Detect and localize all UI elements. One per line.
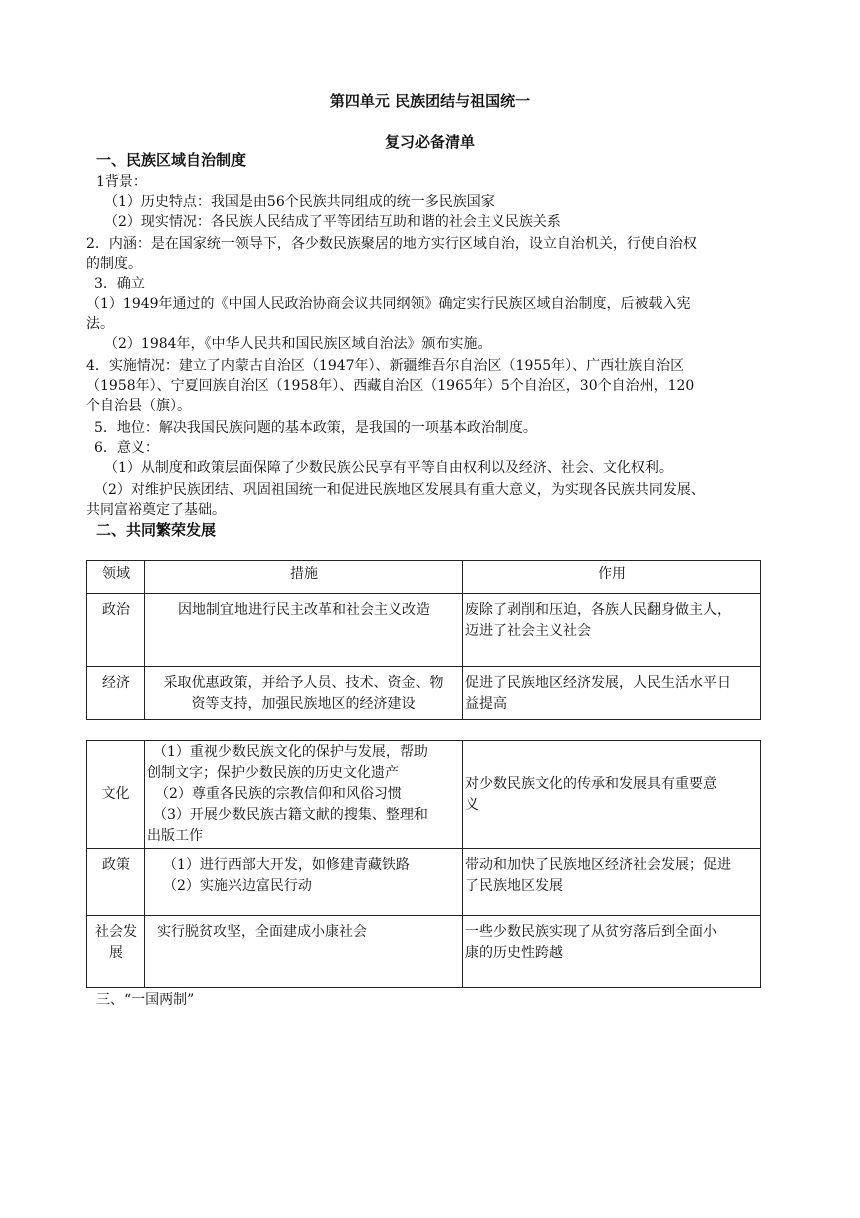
text-line: （2）1984年，《中华人民共和国民族区域自治法》颁布实施。: [104, 336, 492, 352]
text-line: （1）1949年通过的《中国人民政治协商会议共同纲领》确定实行民族区域自治制度，后被载入宪: [86, 296, 691, 312]
section-heading-3: 三、“一国两制”: [96, 992, 195, 1008]
effect-cell: 促进了民族地区经济发展，人民生活水平日 益提高: [463, 667, 761, 720]
measure-cell: 因地制宜地进行民主改革和社会主义改造: [145, 594, 463, 667]
text-line: 法。: [86, 316, 114, 332]
effect-cell: 废除了剥削和压迫，各族人民翻身做主人， 迈进了社会主义社会: [463, 594, 761, 667]
text-line: （1958年）、宁夏回族自治区（1958年）、西藏自治区（1965年）5个自治区，30个自治州，120: [86, 378, 695, 394]
unit-title: 第四单元 民族团结与祖国统一: [329, 92, 531, 110]
header-cell: 作用: [463, 561, 761, 594]
table-row: [87, 916, 761, 988]
table-header-row: [87, 561, 761, 594]
effect-cell: 一些少数民族实现了从贫穷落后到全面小 康的历史性跨越: [463, 916, 761, 988]
field-cell: 政治: [87, 594, 145, 667]
measure-cell: 实行脱贫攻坚，全面建成小康社会: [145, 916, 463, 988]
table-row: [87, 594, 761, 667]
field-cell: 政策: [87, 849, 145, 916]
text-line: 共同富裕奠定了基础。: [86, 502, 226, 518]
text-line: 5．地位：解决我国民族问题的基本政策，是我国的一项基本政治制度。: [94, 420, 537, 436]
table-row: [87, 849, 761, 916]
field-cell: 社会发 展: [87, 916, 145, 988]
header-cell: 措施: [145, 561, 463, 594]
table-row: [87, 667, 761, 720]
text-line: 6．意义：: [94, 440, 159, 456]
table-row: [87, 741, 761, 849]
text-line: （2）现实情况：各民族人民结成了平等团结互助和谐的社会主义民族关系: [104, 214, 561, 230]
section-heading-2: 二、共同繁荣发展: [96, 521, 217, 539]
development-table-1: [86, 560, 761, 720]
text-line: 4．实施情况：建立了内蒙古自治区（1947年）、新疆维吾尔自治区（1955年）、广西壮族自治区: [86, 358, 685, 374]
text-line: 的制度。: [86, 256, 142, 272]
text-line: 1背景：: [96, 174, 147, 190]
development-table-2: [86, 740, 761, 988]
section-heading-1: 一、民族区域自治制度: [96, 151, 247, 169]
text-line: 2．内涵：是在国家统一领导下，各少数民族聚居的地方实行区域自治，设立自治机关，行使自治权: [86, 236, 697, 252]
effect-cell: 对少数民族文化的传承和发展具有重要意 义: [463, 741, 761, 849]
text-line: 个自治县（旗）。: [86, 398, 191, 414]
list-subtitle: 复习必备清单: [384, 133, 475, 151]
effect-cell: 带动和加快了民族地区经济社会发展；促进 了民族地区发展: [463, 849, 761, 916]
measure-cell: （1）进行西部大开发，如修建青藏铁路 （2）实施兴边富民行动: [145, 849, 463, 916]
text-line: （2）对维护民族团结、巩固祖国统一和促进民族地区发展具有重大意义，为实现各民族共同发展、: [94, 482, 705, 498]
measure-cell: 采取优惠政策，并给予人员、技术、资金、物 资等支持，加强民族地区的经济建设: [145, 667, 463, 720]
text-line: 3．确立: [94, 276, 145, 292]
field-cell: 文化: [87, 741, 145, 849]
measure-cell: （1）重视少数民族文化的保护与发展，帮助 创制文字；保护少数民族的历史文化遗产 （2）尊重各民族的宗教信仰和风俗习惯 （3）开展少数民族古籍文献的搜集、整理和 出版工作: [145, 741, 463, 849]
text-line: （1）从制度和政策层面保障了少数民族公民享有平等自由权利以及经济、社会、文化权利。: [104, 460, 673, 476]
header-cell: 领域: [87, 561, 145, 594]
field-cell: 经济: [87, 667, 145, 720]
text-line: （1）历史特点：我国是由56个民族共同组成的统一多民族国家: [104, 194, 495, 210]
